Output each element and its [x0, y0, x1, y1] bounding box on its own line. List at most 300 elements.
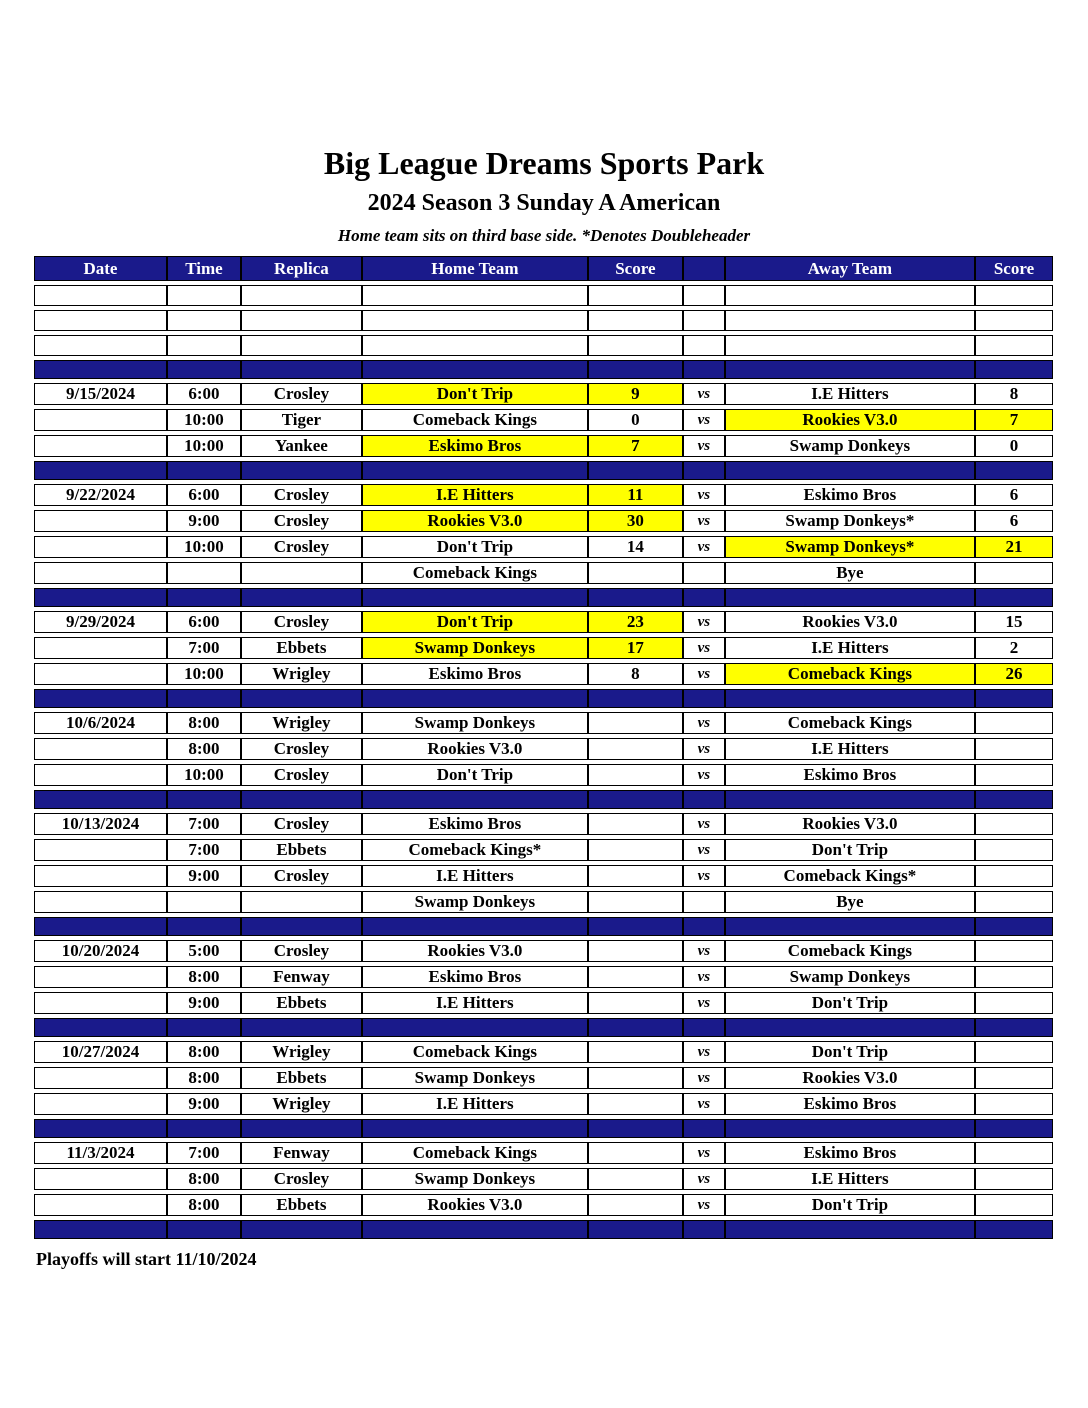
away-team-cell: Bye: [725, 891, 975, 913]
replica-cell: [241, 891, 362, 913]
replica-cell: [241, 1018, 362, 1037]
replica-cell: Crosley: [241, 510, 362, 532]
away-team-cell: Swamp Donkeys*: [725, 536, 975, 558]
home-team-cell: Don't Trip: [362, 536, 588, 558]
column-header-date: Date: [34, 256, 167, 281]
away-team-cell: Bye: [725, 562, 975, 584]
away-team-cell: Comeback Kings: [725, 940, 975, 962]
home-team-cell: Rookies V3.0: [362, 510, 588, 532]
replica-cell: [241, 562, 362, 584]
date-cell: [34, 637, 167, 659]
away-score-cell: [975, 360, 1053, 379]
away-score-cell: [975, 738, 1053, 760]
home-score-cell: 7: [588, 435, 683, 457]
separator-row: [34, 360, 1053, 379]
bye-row: [34, 562, 1053, 584]
away-score-cell: [975, 1220, 1053, 1239]
time-cell: [167, 285, 241, 306]
vs-cell: [683, 689, 725, 708]
home-team-cell: Comeback Kings: [362, 409, 588, 431]
time-cell: 5:00: [167, 940, 241, 962]
game-row: [34, 966, 1053, 988]
vs-cell: vs: [683, 966, 725, 988]
date-cell: [34, 764, 167, 786]
away-team-cell: I.E Hitters: [725, 738, 975, 760]
replica-cell: [241, 588, 362, 607]
time-cell: 10:00: [167, 435, 241, 457]
home-score-cell: [588, 1168, 683, 1190]
home-score-cell: [588, 813, 683, 835]
date-cell: [34, 839, 167, 861]
away-score-cell: [975, 966, 1053, 988]
replica-cell: Wrigley: [241, 1041, 362, 1063]
away-team-cell: [725, 689, 975, 708]
date-cell: [34, 917, 167, 936]
home-team-cell: Rookies V3.0: [362, 940, 588, 962]
date-cell: [34, 285, 167, 306]
away-team-cell: Comeback Kings*: [725, 865, 975, 887]
vs-cell: vs: [683, 1142, 725, 1164]
vs-cell: vs: [683, 712, 725, 734]
away-team-cell: [725, 335, 975, 356]
home-team-cell: I.E Hitters: [362, 865, 588, 887]
date-cell: [34, 310, 167, 331]
away-score-cell: [975, 839, 1053, 861]
date-cell: [34, 790, 167, 809]
spacer-row: [34, 310, 1053, 331]
home-score-cell: 11: [588, 484, 683, 506]
home-score-cell: [588, 865, 683, 887]
game-row: [34, 764, 1053, 786]
vs-cell: [683, 461, 725, 480]
home-team-cell: I.E Hitters: [362, 484, 588, 506]
game-row: [34, 1093, 1053, 1115]
column-header-vs: [683, 256, 725, 281]
away-score-cell: [975, 1093, 1053, 1115]
replica-cell: [241, 335, 362, 356]
away-team-cell: [725, 790, 975, 809]
game-row: [34, 484, 1053, 506]
date-cell: [34, 865, 167, 887]
separator-row: [34, 588, 1053, 607]
time-cell: [167, 562, 241, 584]
time-cell: [167, 310, 241, 331]
game-row: [34, 637, 1053, 659]
date-cell: 11/3/2024: [34, 1142, 167, 1164]
home-team-cell: [362, 917, 588, 936]
replica-cell: Crosley: [241, 536, 362, 558]
away-team-cell: I.E Hitters: [725, 383, 975, 405]
away-team-cell: Swamp Donkeys: [725, 966, 975, 988]
vs-cell: vs: [683, 1093, 725, 1115]
time-cell: 8:00: [167, 1041, 241, 1063]
time-cell: 9:00: [167, 992, 241, 1014]
home-team-cell: [362, 588, 588, 607]
home-score-cell: 30: [588, 510, 683, 532]
away-score-cell: [975, 1142, 1053, 1164]
table-body: [34, 285, 1053, 1239]
away-score-cell: [975, 790, 1053, 809]
home-score-cell: [588, 335, 683, 356]
vs-cell: [683, 891, 725, 913]
away-score-cell: 6: [975, 484, 1053, 506]
away-team-cell: Eskimo Bros: [725, 764, 975, 786]
column-header-score-home: Score: [588, 256, 683, 281]
time-cell: 7:00: [167, 1142, 241, 1164]
time-cell: 8:00: [167, 738, 241, 760]
time-cell: 9:00: [167, 1093, 241, 1115]
away-score-cell: [975, 940, 1053, 962]
replica-cell: [241, 689, 362, 708]
replica-cell: Ebbets: [241, 637, 362, 659]
time-cell: 9:00: [167, 865, 241, 887]
away-team-cell: Comeback Kings: [725, 663, 975, 685]
home-score-cell: [588, 562, 683, 584]
away-team-cell: [725, 917, 975, 936]
replica-cell: Fenway: [241, 966, 362, 988]
date-cell: [34, 1067, 167, 1089]
home-team-cell: I.E Hitters: [362, 1093, 588, 1115]
away-team-cell: Rookies V3.0: [725, 1067, 975, 1089]
replica-cell: Wrigley: [241, 1093, 362, 1115]
game-row: [34, 663, 1053, 685]
vs-cell: vs: [683, 383, 725, 405]
date-cell: 10/13/2024: [34, 813, 167, 835]
vs-cell: vs: [683, 940, 725, 962]
replica-cell: Crosley: [241, 813, 362, 835]
replica-cell: [241, 310, 362, 331]
time-cell: 8:00: [167, 1168, 241, 1190]
away-team-cell: Rookies V3.0: [725, 409, 975, 431]
replica-cell: Wrigley: [241, 663, 362, 685]
time-cell: 8:00: [167, 1067, 241, 1089]
home-team-cell: [362, 1220, 588, 1239]
date-cell: [34, 1018, 167, 1037]
away-score-cell: [975, 917, 1053, 936]
away-score-cell: [975, 891, 1053, 913]
game-row: [34, 409, 1053, 431]
vs-cell: vs: [683, 663, 725, 685]
home-team-cell: Swamp Donkeys: [362, 637, 588, 659]
time-cell: [167, 335, 241, 356]
date-cell: [34, 1168, 167, 1190]
time-cell: [167, 689, 241, 708]
home-team-cell: Eskimo Bros: [362, 813, 588, 835]
vs-cell: vs: [683, 865, 725, 887]
home-score-cell: [588, 966, 683, 988]
home-team-cell: Don't Trip: [362, 383, 588, 405]
home-score-cell: [588, 1119, 683, 1138]
replica-cell: [241, 1220, 362, 1239]
away-team-cell: [725, 1018, 975, 1037]
separator-row: [34, 790, 1053, 809]
away-score-cell: 7: [975, 409, 1053, 431]
date-cell: 10/20/2024: [34, 940, 167, 962]
game-row: [34, 1168, 1053, 1190]
replica-cell: Crosley: [241, 383, 362, 405]
date-cell: [34, 536, 167, 558]
replica-cell: [241, 360, 362, 379]
separator-row: [34, 689, 1053, 708]
replica-cell: Crosley: [241, 764, 362, 786]
away-score-cell: [975, 310, 1053, 331]
home-score-cell: [588, 360, 683, 379]
replica-cell: Crosley: [241, 738, 362, 760]
vs-cell: vs: [683, 637, 725, 659]
home-score-cell: [588, 285, 683, 306]
game-row: [34, 839, 1053, 861]
replica-cell: Crosley: [241, 611, 362, 633]
time-cell: 6:00: [167, 611, 241, 633]
vs-cell: vs: [683, 435, 725, 457]
date-cell: [34, 588, 167, 607]
home-team-cell: Swamp Donkeys: [362, 1168, 588, 1190]
time-cell: [167, 790, 241, 809]
home-score-cell: [588, 1067, 683, 1089]
vs-cell: [683, 335, 725, 356]
home-team-cell: Comeback Kings: [362, 1041, 588, 1063]
home-score-cell: 17: [588, 637, 683, 659]
time-cell: [167, 1018, 241, 1037]
home-team-cell: Don't Trip: [362, 611, 588, 633]
replica-cell: Crosley: [241, 865, 362, 887]
date-cell: 9/22/2024: [34, 484, 167, 506]
away-team-cell: Don't Trip: [725, 839, 975, 861]
column-header-score-away: Score: [975, 256, 1053, 281]
vs-cell: vs: [683, 1194, 725, 1216]
vs-cell: vs: [683, 839, 725, 861]
home-score-cell: [588, 940, 683, 962]
home-score-cell: [588, 310, 683, 331]
date-cell: [34, 360, 167, 379]
time-cell: 7:00: [167, 637, 241, 659]
away-score-cell: [975, 813, 1053, 835]
away-team-cell: Don't Trip: [725, 992, 975, 1014]
vs-cell: vs: [683, 536, 725, 558]
away-score-cell: 8: [975, 383, 1053, 405]
date-cell: [34, 461, 167, 480]
date-cell: 9/15/2024: [34, 383, 167, 405]
away-team-cell: Swamp Donkeys: [725, 435, 975, 457]
vs-cell: vs: [683, 992, 725, 1014]
time-cell: 7:00: [167, 839, 241, 861]
time-cell: [167, 461, 241, 480]
vs-cell: [683, 1119, 725, 1138]
page-title: Big League Dreams Sports Park: [323, 145, 765, 181]
replica-cell: Ebbets: [241, 1067, 362, 1089]
replica-cell: [241, 461, 362, 480]
away-score-cell: [975, 562, 1053, 584]
home-score-cell: [588, 839, 683, 861]
home-score-cell: 8: [588, 663, 683, 685]
replica-cell: Crosley: [241, 1168, 362, 1190]
replica-cell: Yankee: [241, 435, 362, 457]
home-score-cell: [588, 764, 683, 786]
date-cell: [34, 689, 167, 708]
game-row: [34, 510, 1053, 532]
away-score-cell: 6: [975, 510, 1053, 532]
schedule-table: [34, 252, 1053, 1243]
bye-row: [34, 891, 1053, 913]
home-team-cell: Eskimo Bros: [362, 966, 588, 988]
replica-cell: [241, 790, 362, 809]
vs-cell: vs: [683, 1067, 725, 1089]
replica-cell: Ebbets: [241, 1194, 362, 1216]
date-cell: 9/29/2024: [34, 611, 167, 633]
vs-cell: [683, 588, 725, 607]
vs-cell: [683, 917, 725, 936]
vs-cell: vs: [683, 764, 725, 786]
page-note: Home team sits on third base side. *Denotes Doubleheader: [337, 225, 751, 245]
date-cell: [34, 1119, 167, 1138]
time-cell: 8:00: [167, 712, 241, 734]
game-row: [34, 435, 1053, 457]
home-score-cell: [588, 738, 683, 760]
vs-cell: [683, 790, 725, 809]
playoffs-note: Playoffs will start 11/10/2024: [36, 1249, 257, 1270]
time-cell: [167, 360, 241, 379]
away-score-cell: [975, 764, 1053, 786]
time-cell: 10:00: [167, 663, 241, 685]
vs-cell: [683, 1220, 725, 1239]
game-row: [34, 992, 1053, 1014]
away-score-cell: [975, 865, 1053, 887]
away-team-cell: [725, 461, 975, 480]
home-score-cell: [588, 1194, 683, 1216]
replica-cell: Wrigley: [241, 712, 362, 734]
game-row: [34, 712, 1053, 734]
date-cell: [34, 1194, 167, 1216]
home-score-cell: [588, 1018, 683, 1037]
home-score-cell: [588, 1041, 683, 1063]
game-row: [34, 865, 1053, 887]
home-score-cell: 23: [588, 611, 683, 633]
away-score-cell: 2: [975, 637, 1053, 659]
date-cell: [34, 510, 167, 532]
replica-cell: [241, 917, 362, 936]
date-cell: [34, 335, 167, 356]
replica-cell: Ebbets: [241, 992, 362, 1014]
home-score-cell: [588, 1142, 683, 1164]
away-score-cell: 15: [975, 611, 1053, 633]
home-team-cell: Swamp Donkeys: [362, 891, 588, 913]
home-score-cell: [588, 461, 683, 480]
away-team-cell: [725, 310, 975, 331]
replica-cell: Crosley: [241, 940, 362, 962]
date-cell: [34, 966, 167, 988]
game-row: [34, 940, 1053, 962]
away-team-cell: Eskimo Bros: [725, 484, 975, 506]
away-score-cell: [975, 1067, 1053, 1089]
home-team-cell: Comeback Kings*: [362, 839, 588, 861]
vs-cell: [683, 360, 725, 379]
away-team-cell: Rookies V3.0: [725, 813, 975, 835]
vs-cell: vs: [683, 1041, 725, 1063]
home-score-cell: [588, 1093, 683, 1115]
away-team-cell: Don't Trip: [725, 1194, 975, 1216]
game-row: [34, 1067, 1053, 1089]
home-team-cell: [362, 360, 588, 379]
date-cell: [34, 663, 167, 685]
replica-cell: [241, 285, 362, 306]
time-cell: 7:00: [167, 813, 241, 835]
home-score-cell: [588, 891, 683, 913]
away-team-cell: Eskimo Bros: [725, 1093, 975, 1115]
home-team-cell: Swamp Donkeys: [362, 712, 588, 734]
home-team-cell: Eskimo Bros: [362, 435, 588, 457]
home-team-cell: Comeback Kings: [362, 1142, 588, 1164]
time-cell: 10:00: [167, 536, 241, 558]
vs-cell: vs: [683, 813, 725, 835]
home-team-cell: Rookies V3.0: [362, 1194, 588, 1216]
away-team-cell: I.E Hitters: [725, 637, 975, 659]
home-team-cell: [362, 461, 588, 480]
home-score-cell: [588, 689, 683, 708]
time-cell: [167, 1220, 241, 1239]
home-team-cell: Rookies V3.0: [362, 738, 588, 760]
home-score-cell: [588, 1220, 683, 1239]
time-cell: 8:00: [167, 966, 241, 988]
away-score-cell: [975, 992, 1053, 1014]
away-team-cell: Swamp Donkeys*: [725, 510, 975, 532]
home-team-cell: [362, 335, 588, 356]
game-row: [34, 738, 1053, 760]
vs-cell: [683, 310, 725, 331]
away-team-cell: [725, 360, 975, 379]
date-cell: [34, 1220, 167, 1239]
time-cell: [167, 891, 241, 913]
date-cell: 10/6/2024: [34, 712, 167, 734]
date-cell: [34, 992, 167, 1014]
separator-row: [34, 461, 1053, 480]
home-score-cell: [588, 992, 683, 1014]
game-row: [34, 383, 1053, 405]
column-header-replica: Replica: [241, 256, 362, 281]
time-cell: [167, 588, 241, 607]
home-team-cell: [362, 1018, 588, 1037]
replica-cell: Ebbets: [241, 839, 362, 861]
away-score-cell: 0: [975, 435, 1053, 457]
home-score-cell: [588, 712, 683, 734]
home-team-cell: [362, 1119, 588, 1138]
time-cell: [167, 917, 241, 936]
replica-cell: Tiger: [241, 409, 362, 431]
vs-cell: vs: [683, 484, 725, 506]
away-score-cell: [975, 285, 1053, 306]
header-row: [34, 256, 1053, 281]
date-cell: [34, 891, 167, 913]
away-team-cell: [725, 1220, 975, 1239]
home-team-cell: Comeback Kings: [362, 562, 588, 584]
away-score-cell: [975, 1041, 1053, 1063]
date-cell: [34, 1093, 167, 1115]
away-score-cell: [975, 1168, 1053, 1190]
away-score-cell: [975, 1119, 1053, 1138]
home-team-cell: [362, 790, 588, 809]
home-score-cell: [588, 588, 683, 607]
home-score-cell: 9: [588, 383, 683, 405]
date-cell: [34, 435, 167, 457]
replica-cell: Crosley: [241, 484, 362, 506]
separator-row: [34, 1220, 1053, 1239]
time-cell: 10:00: [167, 409, 241, 431]
replica-cell: [241, 1119, 362, 1138]
away-score-cell: [975, 1194, 1053, 1216]
separator-row: [34, 1119, 1053, 1138]
away-score-cell: [975, 335, 1053, 356]
away-team-cell: [725, 588, 975, 607]
vs-cell: [683, 1018, 725, 1037]
